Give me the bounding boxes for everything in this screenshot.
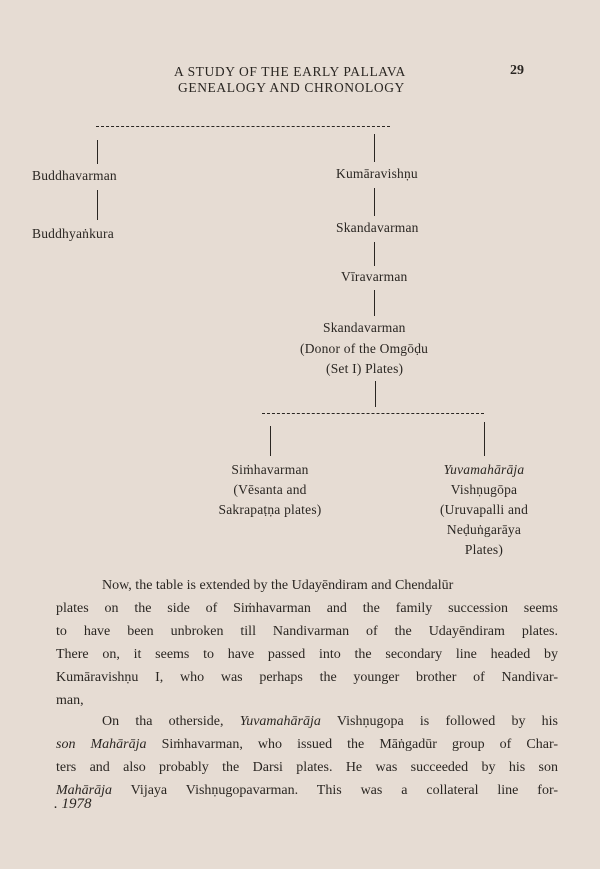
para1-line: man, — [56, 693, 84, 708]
tree-right-stem-3 — [374, 242, 375, 266]
node-simhavarman-note-2: Sakrapaṭṇa plates) — [218, 502, 322, 517]
para2-line-2: son Mahārāja Siṁhavarman, who issued the Māṅgadūr group of Char- — [56, 737, 559, 752]
tree-lower-connector — [262, 413, 484, 414]
para1-line: to have been unbroken till Nandivarman of the Udayēndiram plates. — [56, 624, 558, 639]
node-skandavarman-2-note: (Donor of the Omgōḍu — [300, 341, 429, 356]
node-vishnugopa: Vishṇugōpa — [450, 482, 518, 497]
node-simhavarman-note-1: (Vēsanta and — [233, 482, 307, 497]
tree-right-stem-1 — [374, 134, 375, 162]
tree-lower-left-stem — [270, 426, 271, 456]
page-number: 29 — [510, 63, 524, 78]
node-buddhyankura: Buddhyaṅkura — [32, 226, 114, 241]
node-kumaravishnu: Kumāravishṇu — [336, 166, 418, 181]
para2-line-1: On tha otherside, Yuvamahārāja Vishṇugopa is followed by his — [102, 714, 558, 729]
para2-line-3: ters and also probably the Darsi plates. He was succeeded by his son — [56, 760, 558, 775]
node-skandavarman-2-note-2: (Set I) Plates) — [326, 361, 404, 376]
para2-line-4: Mahārāja Vijaya Vishṇugopavarman. This was a collateral line for- — [56, 783, 558, 798]
node-skandavarman-1: Skandavarman — [336, 220, 419, 235]
para1-line: There on, it seems to have passed into the secondary line headed by — [56, 647, 558, 662]
para1-line: plates on the side of Siṁhavarman and the family succession seems — [56, 601, 558, 616]
tree-top-connector — [96, 126, 390, 127]
tree-right-stem-2 — [374, 188, 375, 216]
running-title-line2: GENEALOGY AND CHRONOLOGY — [178, 80, 405, 95]
tree-right-stem-4 — [374, 290, 375, 316]
tree-right-stem-5 — [375, 381, 376, 407]
node-skandavarman-2: Skandavarman — [323, 320, 406, 335]
node-vishnugopa-note-1: (Uruvapalli and — [439, 502, 529, 517]
node-viravarman: Vīravarman — [341, 269, 408, 284]
running-title-line1: A STUDY OF THE EARLY PALLAVA — [174, 64, 406, 79]
tree-left-stem-2 — [97, 190, 98, 220]
footer-year: . 1978 — [54, 796, 92, 812]
paragraph-2 — [56, 710, 558, 802]
tree-left-stem-1 — [97, 140, 98, 164]
node-vishnugopa-note-3: Plates) — [464, 542, 504, 557]
node-simhavarman: Siṁhavarman — [231, 462, 309, 477]
node-buddhavarman: Buddhavarman — [32, 168, 117, 183]
node-yuvamaharaja: Yuvamahārāja — [443, 462, 525, 477]
tree-lower-right-stem — [484, 422, 485, 456]
para1-line: Kumāravishṇu I, who was perhaps the younger brother of Nandivar- — [56, 670, 558, 685]
para1-line: Now, the table is extended by the Udayēndiram and Chendalūr — [102, 578, 454, 593]
paragraph-1 — [56, 574, 558, 712]
node-vishnugopa-note-2: Neḍuṅgarāya — [446, 522, 522, 537]
